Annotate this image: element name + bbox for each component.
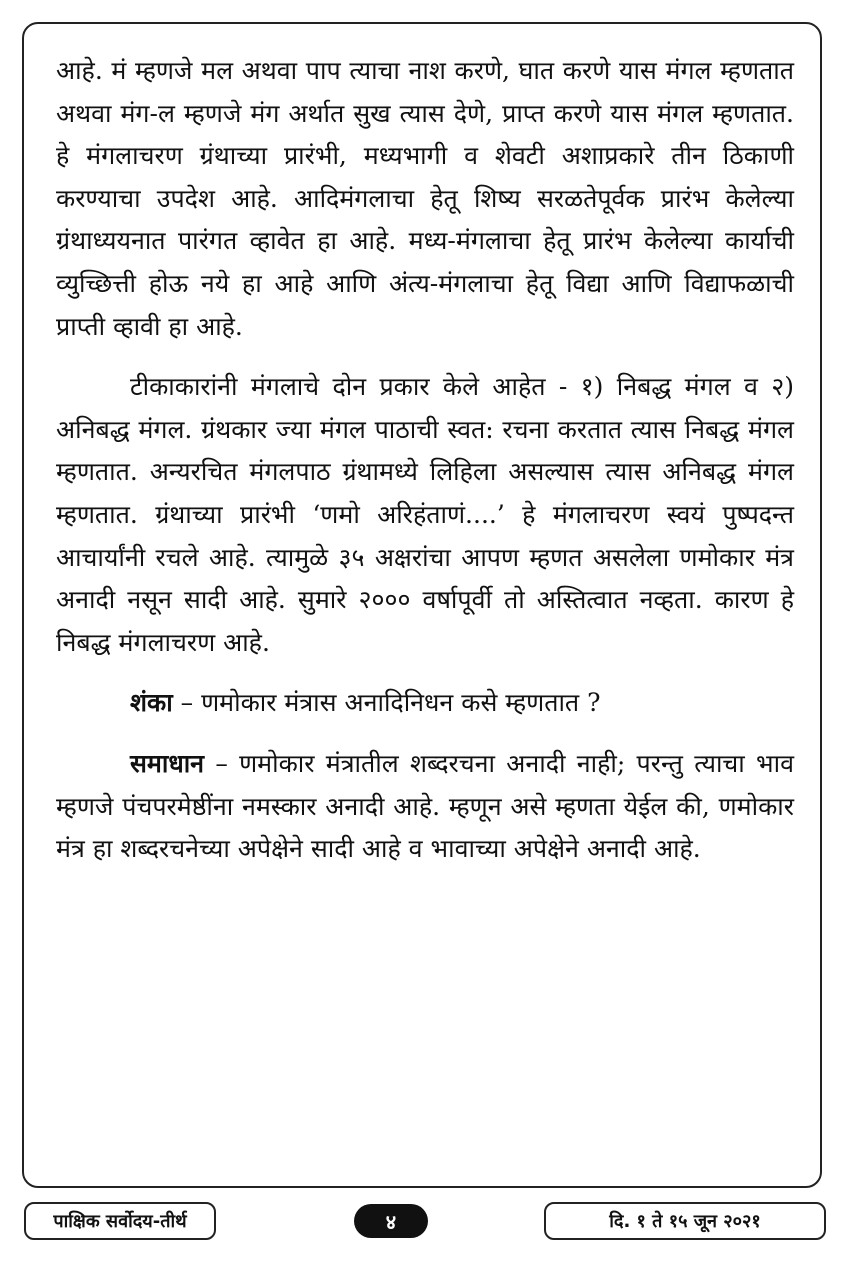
- paragraph-mangal-types: टीकाकारांनी मंगलाचे दोन प्रकार केले आहेत - १) निबद्ध मंगल व २) अनिबद्ध मंगल. ग्रंथकार ज्या मंगल पाठाची स्वत: रचना करतात त्यास निबद्ध मंगल म्हणतात. अन्यरचित मंगलपाठ ग्रंथामध्ये लिहिला असल्यास त्यास अनिबद्ध मंगल म्हणतात. ग्रंथाच्या प्रारंभी ‘णमो अरिहंताणं....’ हे मंगलाचरण स्वयं पुष्पदन्त आचार्यांनी रचले आहे. त्यामुळे ३५ अक्षरांचा आपण म्हणत असलेला णमोकार मंत्र अनादी नसून सादी आहे. सुमारे २००० वर्षापूर्वी तो अस्तित्वात नव्हता. कारण हे निबद्ध मंगलाचरण आहे.: [56, 372, 794, 657]
- answer-text: – णमोकार मंत्रातील शब्दरचना अनादी नाही; परन्तु त्याचा भाव म्हणजे पंचपरमेष्ठींना नमस्कार अनादी आहे. म्हणून असे म्हणता येईल की, णमोकार मंत्र हा शब्दरचनेच्या अपेक्षेने सादी आहे व भावाच्या अपेक्षेने अनादी आहे.: [56, 748, 794, 864]
- doubt-label: शंका: [130, 688, 173, 718]
- answer-label: समाधान: [130, 748, 205, 778]
- paragraph-answer: [56, 743, 794, 871]
- page-number: ४: [354, 1204, 428, 1238]
- doubt-text: – णमोकार मंत्रास अनादिनिधन कसे म्हणतात ?: [172, 688, 601, 718]
- paragraph-doubt: [56, 682, 794, 725]
- publication-name: पाक्षिक सर्वोदय-तीर्थ: [24, 1202, 216, 1240]
- article-body: [56, 50, 794, 871]
- issue-date: दि. १ ते १५ जून २०२१: [544, 1202, 826, 1240]
- paragraph-mangal-meaning: आहे. मं म्हणजे मल अथवा पाप त्याचा नाश करणे, घात करणे यास मंगल म्हणतात अथवा मंग-ल म्हणजे मंग अर्थात सुख त्यास देणे, प्राप्त करणे यास मंगल म्हणतात. हे मंगलाचरण ग्रंथाच्या प्रारंभी, मध्यभागी व शेवटी अशाप्रकारे तीन ठिकाणी करण्याचा उपदेश आहे. आदिमंगलाचा हेतू शिष्य सरळतेपूर्वक प्रारंभ केलेल्या ग्रंथाध्ययनात पारंगत व्हावेत हा आहे. मध्य-मंगलाचा हेतू प्रारंभ केलेल्या कार्याची व्युच्छित्ती होऊ नये हा आहे आणि अंत्य-मंगलाचा हेतू विद्या आणि विद्याफळाची प्राप्ती व्हावी हा आहे.: [56, 56, 794, 341]
